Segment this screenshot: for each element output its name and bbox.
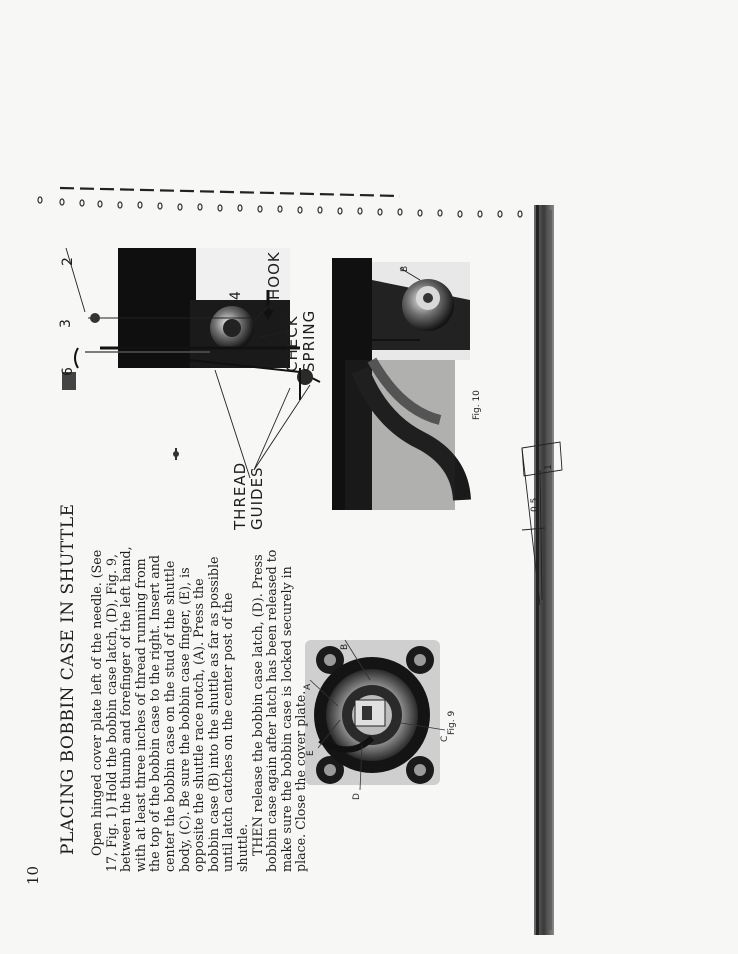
figure-9-label-b: B	[340, 643, 350, 650]
figure-9-caption: Fig. 9	[447, 710, 457, 735]
figure-9-label-d: D	[352, 793, 362, 800]
ruler-mark-1: 1	[544, 464, 554, 470]
binding-edge-line	[60, 188, 400, 196]
binding-spine	[534, 205, 554, 935]
instruction-paragraph-1: Open hinged cover plate left of the needle. (See 17, Fig. 1) Hold the bobbin case latch, (D), Fig. 9, between the thumb and forefinger of the left hand, with at least three inches of thread running from the top of the bobbin case to the right. Insert and center the bobbin case on the stud of the shuttle body, (C). Be sure the bobbin case finger, (E), is opposite the shuttle race notch, (A). Press the bobbin case (B) into the shuttle as far as possible until latch catches on the center post of the shuttle.	[89, 546, 250, 872]
check-spring-label: CHECK SPRING	[283, 309, 318, 372]
section-title: PLACING BOBBIN CASE IN SHUTTLE	[58, 503, 78, 855]
instruction-text	[90, 542, 309, 872]
figure-10-label-b: B	[400, 265, 410, 272]
figure-9-label-c: C	[440, 735, 450, 742]
figure-9-photo	[305, 640, 445, 790]
binding-holes	[38, 197, 522, 217]
callout-number-3: 3	[58, 319, 74, 328]
figure-10-bottom-photo	[332, 258, 470, 510]
instruction-paragraph-2: THEN release the bobbin case latch, (D). Press bobbin case again after latch has been released to make sure the bobbin case is locked securely in place. Close the cover plate.	[249, 549, 309, 872]
figure-9-label-e: E	[306, 750, 316, 756]
figure-10-caption: Fig. 10	[472, 390, 482, 420]
ruler-mark-0-5: 0.5	[530, 497, 540, 512]
figure-9-label-a: A	[303, 683, 313, 690]
callout-number-2: 2	[60, 257, 76, 266]
thread-guides-label: THREAD GUIDES	[231, 461, 266, 530]
callout-number-4: 4	[228, 291, 244, 300]
callout-number-6: 6	[60, 367, 76, 376]
page-number: 10	[24, 865, 42, 885]
hook-label: HOOK	[265, 251, 283, 300]
